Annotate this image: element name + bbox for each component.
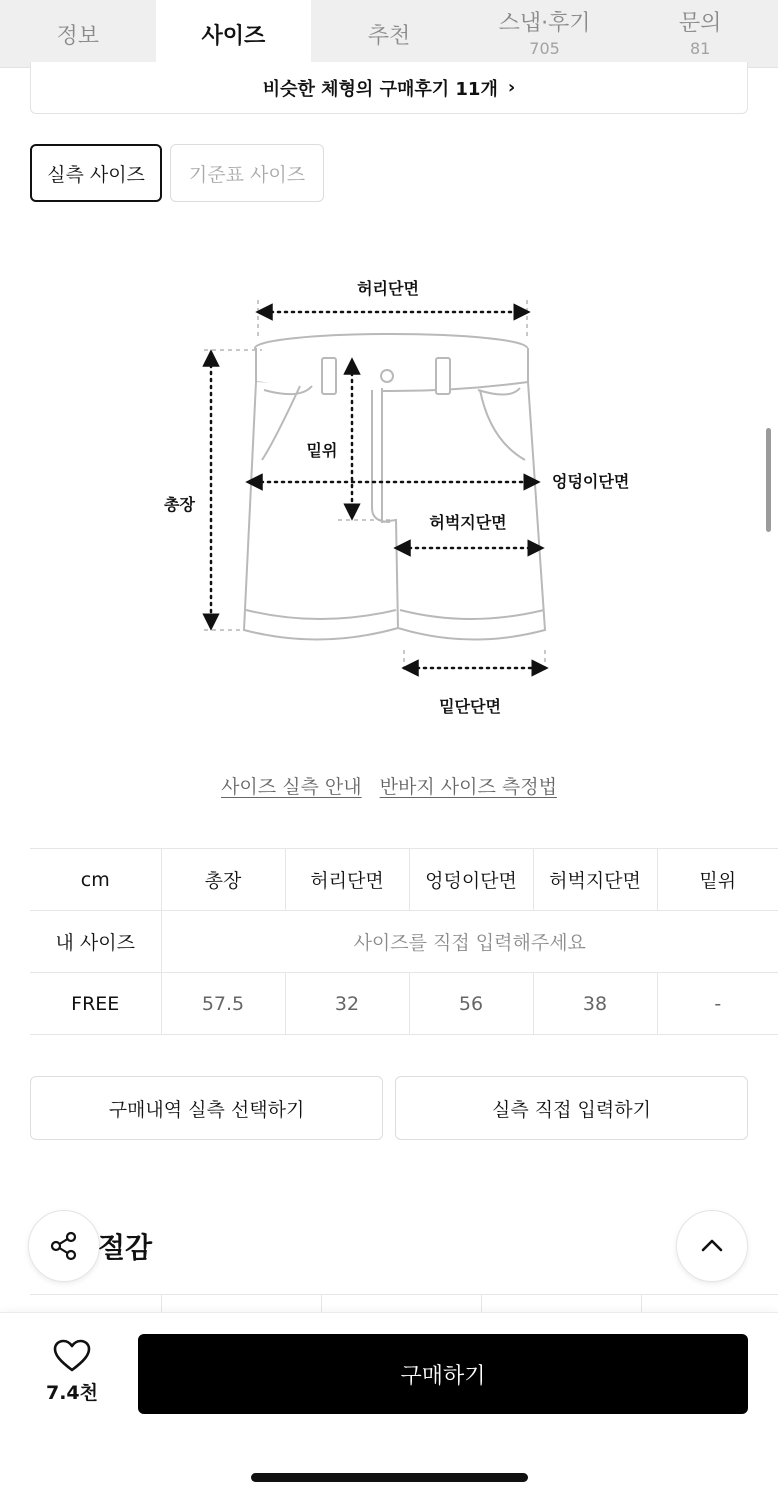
tab-inquiry[interactable] [622,0,778,68]
table-header-cell: cm [30,849,161,911]
tab-size[interactable] [156,0,312,68]
standard-size-button[interactable]: 기준표 사이즈 [170,144,324,202]
size-guide-link[interactable]: 사이즈 실측 안내 [221,776,362,798]
tab-count: 81 [689,39,711,58]
table-header-row [30,849,778,911]
table-header-cell: 엉덩이단면 [409,849,533,911]
tab-label: 정보 [56,23,100,49]
size-guide-links [0,772,778,799]
tab-info[interactable] [0,0,156,68]
tab-snap-review[interactable] [467,0,623,68]
shorts-outline [244,334,545,640]
my-size-row[interactable] [30,911,778,973]
chevron-up-icon [698,1232,726,1260]
label-thigh: 허벅지단면 [429,513,507,532]
heart-icon [52,1338,92,1374]
label-rise: 밑위 [306,441,338,460]
tab-bar [0,0,778,68]
size-value-cell: 57.5 [161,973,285,1035]
like-count: 7.4천 [45,1382,98,1404]
table-header-cell: 밑위 [657,849,778,911]
tab-recommend[interactable] [311,0,467,68]
buy-button[interactable]: 구매하기 [138,1334,748,1414]
review-link-label: 비슷한 체형의 구매후기 11개 [262,78,498,100]
home-indicator[interactable] [251,1473,528,1482]
size-value-cell: 56 [409,973,533,1035]
size-action-buttons [30,1076,748,1140]
direct-input-size-button[interactable]: 실측 직접 입력하기 [395,1076,748,1140]
scrollbar[interactable] [766,428,771,532]
label-total-length: 총장 [164,495,195,514]
table-header-cell: 총장 [161,849,285,911]
size-value-cell: 32 [285,973,409,1035]
tab-label: 스냅·후기 [498,11,591,36]
table-header-cell: 허벅지단면 [533,849,657,911]
tab-label: 문의 [678,11,722,36]
table-header-cell: 허리단면 [285,849,409,911]
table-row [30,973,778,1035]
label-hem: 밑단단면 [439,697,501,716]
size-value-cell: - [657,973,778,1035]
size-row-label: FREE [30,973,161,1035]
tab-count: 705 [529,39,560,58]
section-title: 절감 [98,1231,153,1264]
like-button[interactable] [30,1338,114,1408]
tab-label: 사이즈 [201,23,266,49]
my-size-label: 내 사이즈 [30,911,161,973]
select-purchase-size-button[interactable]: 구매내역 실측 선택하기 [30,1076,383,1140]
size-value-cell: 38 [533,973,657,1035]
share-icon [47,1229,81,1263]
size-table [30,848,778,1035]
chevron-right-icon: › [507,77,516,98]
size-type-toggle [30,144,324,202]
tab-label: 추천 [367,23,411,49]
measure-method-link[interactable]: 반바지 사이즈 측정법 [379,776,557,798]
scroll-top-button[interactable] [676,1210,748,1282]
label-waist: 허리단면 [357,279,419,298]
similar-body-review-link[interactable] [30,62,748,114]
share-button[interactable] [28,1210,100,1282]
label-hip: 엉덩이단면 [552,472,630,491]
next-table-edge [30,1294,778,1314]
actual-size-button[interactable]: 실측 사이즈 [30,144,162,202]
my-size-input-placeholder[interactable]: 사이즈를 직접 입력해주세요 [161,911,778,973]
shorts-measurement-diagram [0,250,778,730]
shorts-diagram-svg [0,250,778,730]
